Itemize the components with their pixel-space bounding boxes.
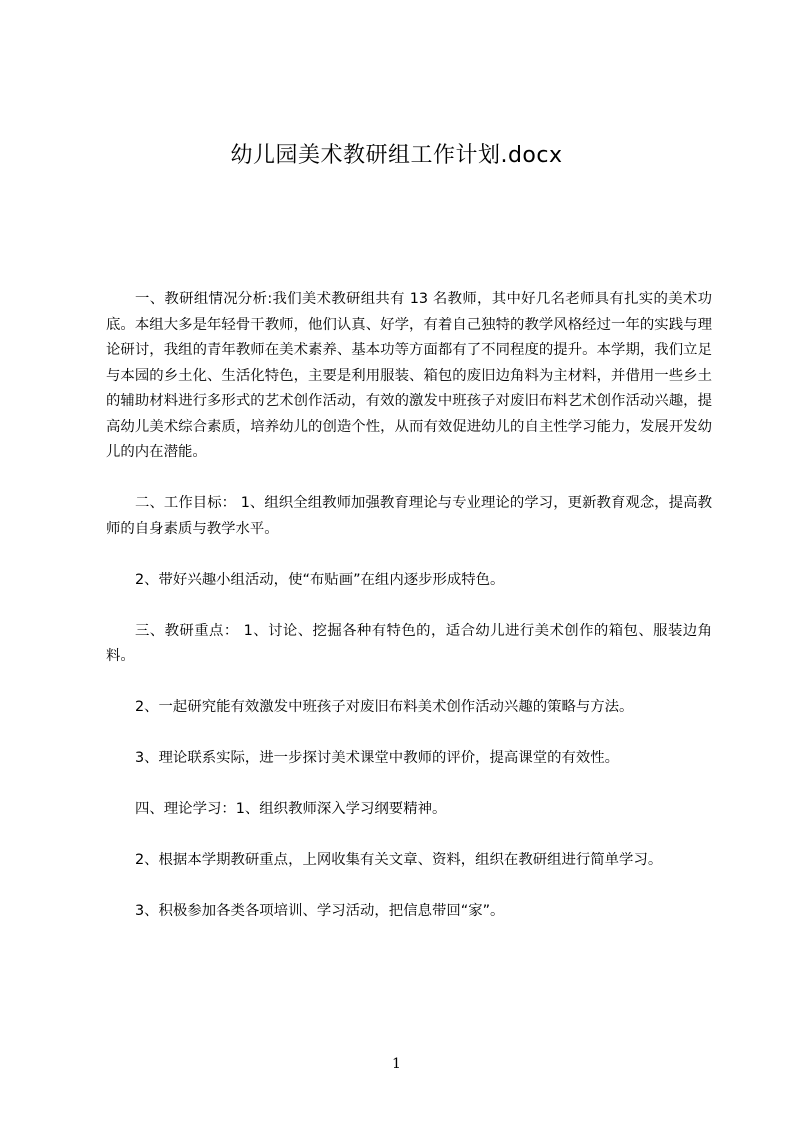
document-title: 幼儿园美术教研组工作计划.docx: [230, 143, 563, 168]
paragraph-spacer: [106, 823, 712, 849]
paragraph-spacer: [106, 670, 712, 696]
paragraph-spacer: [106, 466, 712, 492]
paragraph-research-focus: 三、教研重点： 1、讨论、挖掘各种有特色的，适合幼儿进行美术创作的箱包、服装边角料。: [106, 622, 712, 664]
paragraph-situation-analysis: 一、教研组情况分析:我们美术教研组共有 13 名教师，其中好几名老师具有扎实的美术功底。本组大多是年轻骨干教师，他们认真、好学，有着自己独特的教学风格经过一年的实践与理论研讨，我组的青年教师在美术素养、基本功等方面都有了不同程度的提升。本学期，我们立足与本园的乡土化、生活化特色，主要是利用服装、箱包的废旧边角料为主材料，并借用一些乡土的辅助材料进行多形式的艺术创作活动，有效的激发中班孩子对废旧布料艺术创作活动兴趣，提高幼儿美术综合素质，培养幼儿的创造个性，从而有效促进幼儿的自主性学习能力，发展开发幼儿的内在潜能。: [106, 291, 712, 460]
paragraph-online-collection: 2、根据本学期教研重点，上网收集有关文章、资料，组织在教研组进行简单学习。: [135, 852, 663, 868]
paragraph-spacer: [106, 874, 712, 900]
paragraph-spacer: [106, 772, 712, 798]
page-number: 1: [392, 1056, 401, 1072]
paragraph-spacer: [106, 593, 712, 619]
paragraph-theory-practice: 3、理论联系实际，进一步探讨美术课堂中教师的评价，提高课堂的有效性。: [135, 750, 620, 766]
paragraph-strategy-study: 2、一起研究能有效激发中班孩子对废旧布料美术创作活动兴趣的策略与方法。: [135, 699, 634, 715]
paragraph-spacer: [106, 542, 712, 568]
paragraph-training: 3、积极参加各类各项培训、学习活动，把信息带回“家”。: [135, 903, 505, 919]
paragraph-spacer: [106, 721, 712, 747]
document-body: [106, 287, 712, 925]
paragraph-interest-group: 2、带好兴趣小组活动，使“布贴画”在组内逐步形成特色。: [135, 571, 505, 588]
paragraph-theory-study: 四、理论学习：1、组织教师深入学习纲要精神。: [135, 801, 447, 817]
paragraph-work-goals: 二、工作目标： 1、组织全组教师加强教育理论与专业理论的学习，更新教育观念，提高教师的自身素质与教学水平。: [106, 495, 712, 537]
